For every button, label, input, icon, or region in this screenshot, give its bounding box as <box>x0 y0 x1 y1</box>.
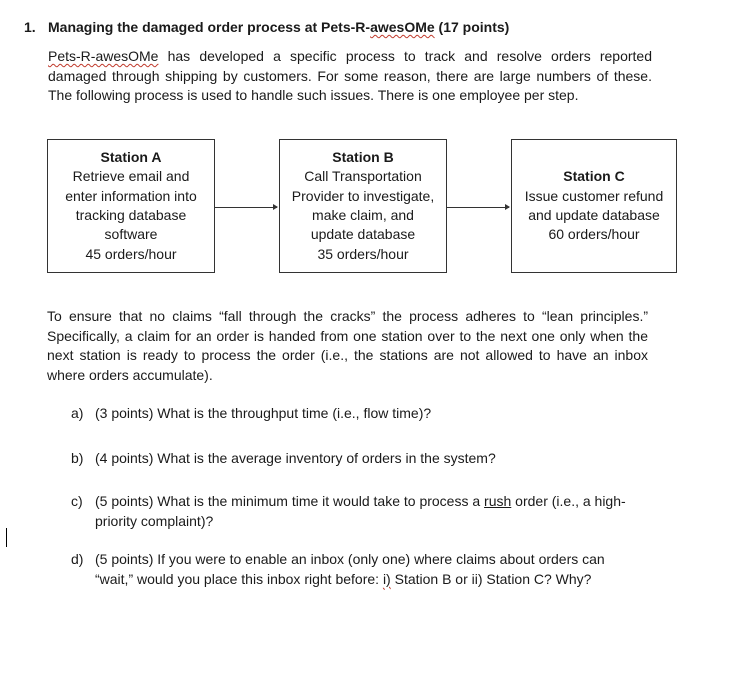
station-c-line: and update database <box>528 207 660 223</box>
option-i-marker: i) <box>382 570 391 587</box>
station-b-line: Provider to investigate, <box>291 187 435 204</box>
station-c-line: Issue customer refund <box>524 187 664 204</box>
question-number: 1. <box>24 19 36 35</box>
question-c <box>71 492 641 531</box>
question-b-text: (4 points) What is the average inventory of orders in the system? <box>95 450 496 466</box>
question-a <box>71 404 641 424</box>
station-c-title: Station C <box>563 168 625 185</box>
station-a-box <box>47 139 215 273</box>
heading-text: Managing the damaged order process at Pets-R- <box>48 19 371 35</box>
arrow-b-to-c <box>447 207 509 208</box>
question-d-pre: (5 points) If you were to enable an inbox (only one) where claims about orders can “wait,” would you place this inbox right before: <box>95 551 605 587</box>
question-d-text <box>95 550 641 589</box>
arrow-a-to-b <box>215 207 277 208</box>
rush-word: rush <box>484 493 512 509</box>
question-d <box>71 550 641 589</box>
question-d-label: d) <box>71 551 84 567</box>
intro-paragraph <box>48 47 652 106</box>
station-b-line: make claim, and <box>312 207 414 223</box>
question-d-post: Station B or ii) Station C? Why? <box>390 570 592 587</box>
heading-brand: awesOMe <box>370 19 435 35</box>
question-c-label: c) <box>71 493 83 509</box>
station-b-title: Station B <box>332 148 394 165</box>
station-b-line: Call Transportation <box>304 168 422 185</box>
station-b-box <box>279 139 447 273</box>
question-b-label: b) <box>71 450 84 466</box>
station-a-line: software <box>104 226 158 243</box>
station-a-rate: 45 orders/hour <box>85 245 177 262</box>
station-a-line: enter information into <box>65 187 197 204</box>
question-a-text: (3 points) What is the throughput time (i.e., flow time)? <box>95 405 432 421</box>
station-b-rate: 35 orders/hour <box>317 245 409 262</box>
station-b-line: update database <box>310 226 416 243</box>
station-a-title: Station A <box>100 148 162 165</box>
text-cursor <box>6 528 7 547</box>
question-c-post: order (i.e., a high-priority complaint)? <box>95 493 626 529</box>
question-c-text <box>95 492 641 531</box>
question-c-pre: (5 points) What is the minimum time it would take to process a <box>95 493 485 509</box>
station-a-line: Retrieve email and <box>72 168 190 185</box>
station-c-rate: 60 orders/hour <box>548 226 640 243</box>
station-a-line: tracking database <box>75 207 187 223</box>
question-b <box>71 449 641 469</box>
lean-paragraph: To ensure that no claims “fall through the cracks” the process adheres to “lean principles.” Specifically, a claim for an order is handed from one station over to the next one only when the next station is ready to process the order (i.e., the stations are not allowed to have an inbox where orders accumulate). <box>47 308 648 383</box>
question-heading <box>24 19 509 35</box>
intro-brand: Pets-R-awesOMe <box>48 48 159 64</box>
station-c-box <box>511 139 677 273</box>
heading-points: (17 points) <box>434 19 510 35</box>
intro-text: has developed a specific process to track and resolve orders reported damaged through shipping by customers. For some reason, there are large numbers of these. The following process is used to handle such issues. There is one employee per step. <box>48 48 652 103</box>
question-a-label: a) <box>71 405 84 421</box>
